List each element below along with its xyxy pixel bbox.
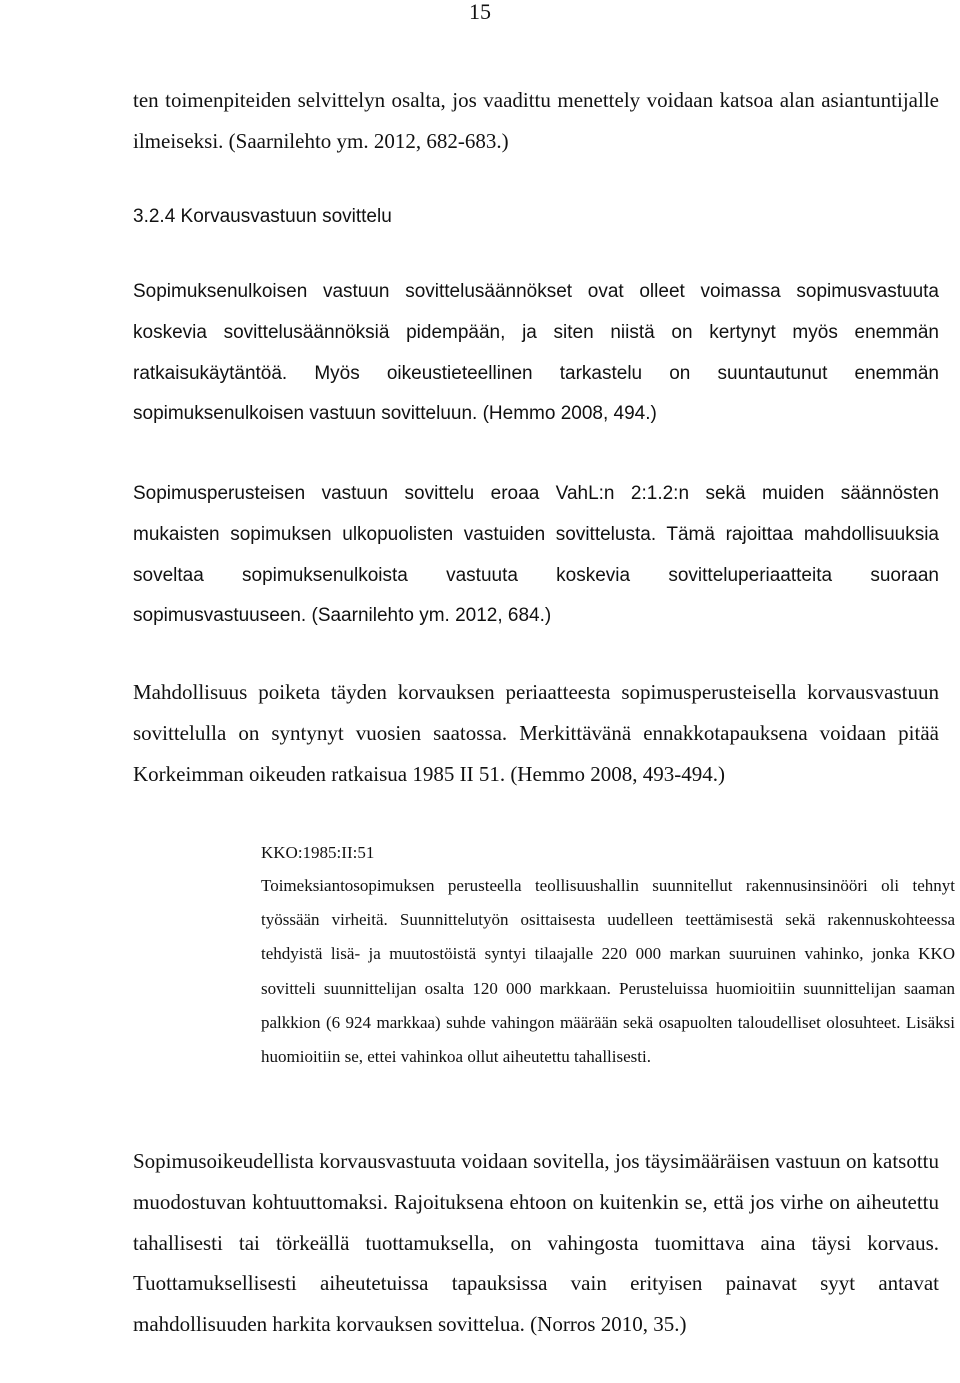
case-quote-title: KKO:1985:II:51 <box>261 843 375 862</box>
page-number <box>0 0 960 26</box>
paragraph-sovittelusaannokset: Sopimuksenulkoisen vastuun sovittelusäännökset ovat olleet voimassa sopimusvastuuta koskevia sovittelusäännöksiä pidempään, ja siten niistä on kertynyt myös enemmän ratkaisukäytäntöä. Myös oikeustieteellinen tarkastelu on suuntautunut enemmän sopimuksenulkoisen vastuun sovitteluun. (Hemmo 2008, 494.) <box>133 281 939 425</box>
case-quote-body: Toimeksiantosopimuksen perusteella teollisuushallin suunnitellut rakennusinsinööri oli tehnyt työssään virheitä. Suunnittelutyön osittaisesta uudelleen teettämisestä sekä rakennuskohteessa tehdyistä lisä- ja muutostöistä syntyi tilaajalle 220 000 markan suuruinen vahinko, jonka KKO sovitteli suunnittelijan osalta 120 000 markkaan. Perusteluissa huomioitiin suunnittelijan saaman palkkion (6 924 markkaa) suhde vahingon määrään sekä osapuolten taloudelliset olosuhteet. Lisäksi huomioitiin se, ettei vahinkoa ollut aiheutettu tahallisesti. <box>261 876 955 1067</box>
page-number-text: 15 <box>469 0 491 24</box>
paragraph-sopimusoikeudellinen-korvausvastuu: Sopimusoikeudellista korvausvastuuta voidaan sovitella, jos täysimääräisen vastuun on katsottu muodostuvan kohtuuttomaksi. Rajoituksena ehtoon on kuitenkin se, että jos virhe on aiheutettu tahallisesti tai törkeällä tuottamuksella, on vahingosta tuomittava aina täysi korvaus. Tuottamuksellisesti aiheutetuissa tapauksissa vain erityisen painavat syyt antavat mahdollisuuden harkita korvauksen sovittelua. (Norros 2010, 35.) <box>133 1149 939 1337</box>
paragraph-sopimusperusteinen-vastuu: Sopimusperusteisen vastuun sovittelu eroaa VahL:n 2:1.2:n sekä muiden säännösten mukaisten sopimuksen ulkopuolisten vastuiden sovittelusta. Tämä rajoittaa mahdollisuuksia soveltaa sopimuksenulkoista vastuuta koskevia sovitteluperiaatteita suoraan sopimusvastuuseen. (Saarnilehto ym. 2012, 684.) <box>133 483 939 627</box>
paragraph-tayden-korvauksen-periaate: Mahdollisuus poiketa täyden korvauksen periaatteesta sopimusperusteisella korvausvastuun sovittelulla on syntynyt vuosien saatossa. Merkittävänä ennakkotapauksena voidaan pitää Korkeimman oikeuden ratkaisua 1985 II 51. (Hemmo 2008, 493-494.) <box>133 680 939 786</box>
paragraph-continuation: ten toimenpiteiden selvittelyn osalta, jos vaadittu menettely voidaan katsoa alan asiantuntijalle ilmeiseksi. (Saarnilehto ym. 2012, 682-683.) <box>133 88 939 153</box>
section-heading: 3.2.4 Korvausvastuun sovittelu <box>133 206 392 227</box>
